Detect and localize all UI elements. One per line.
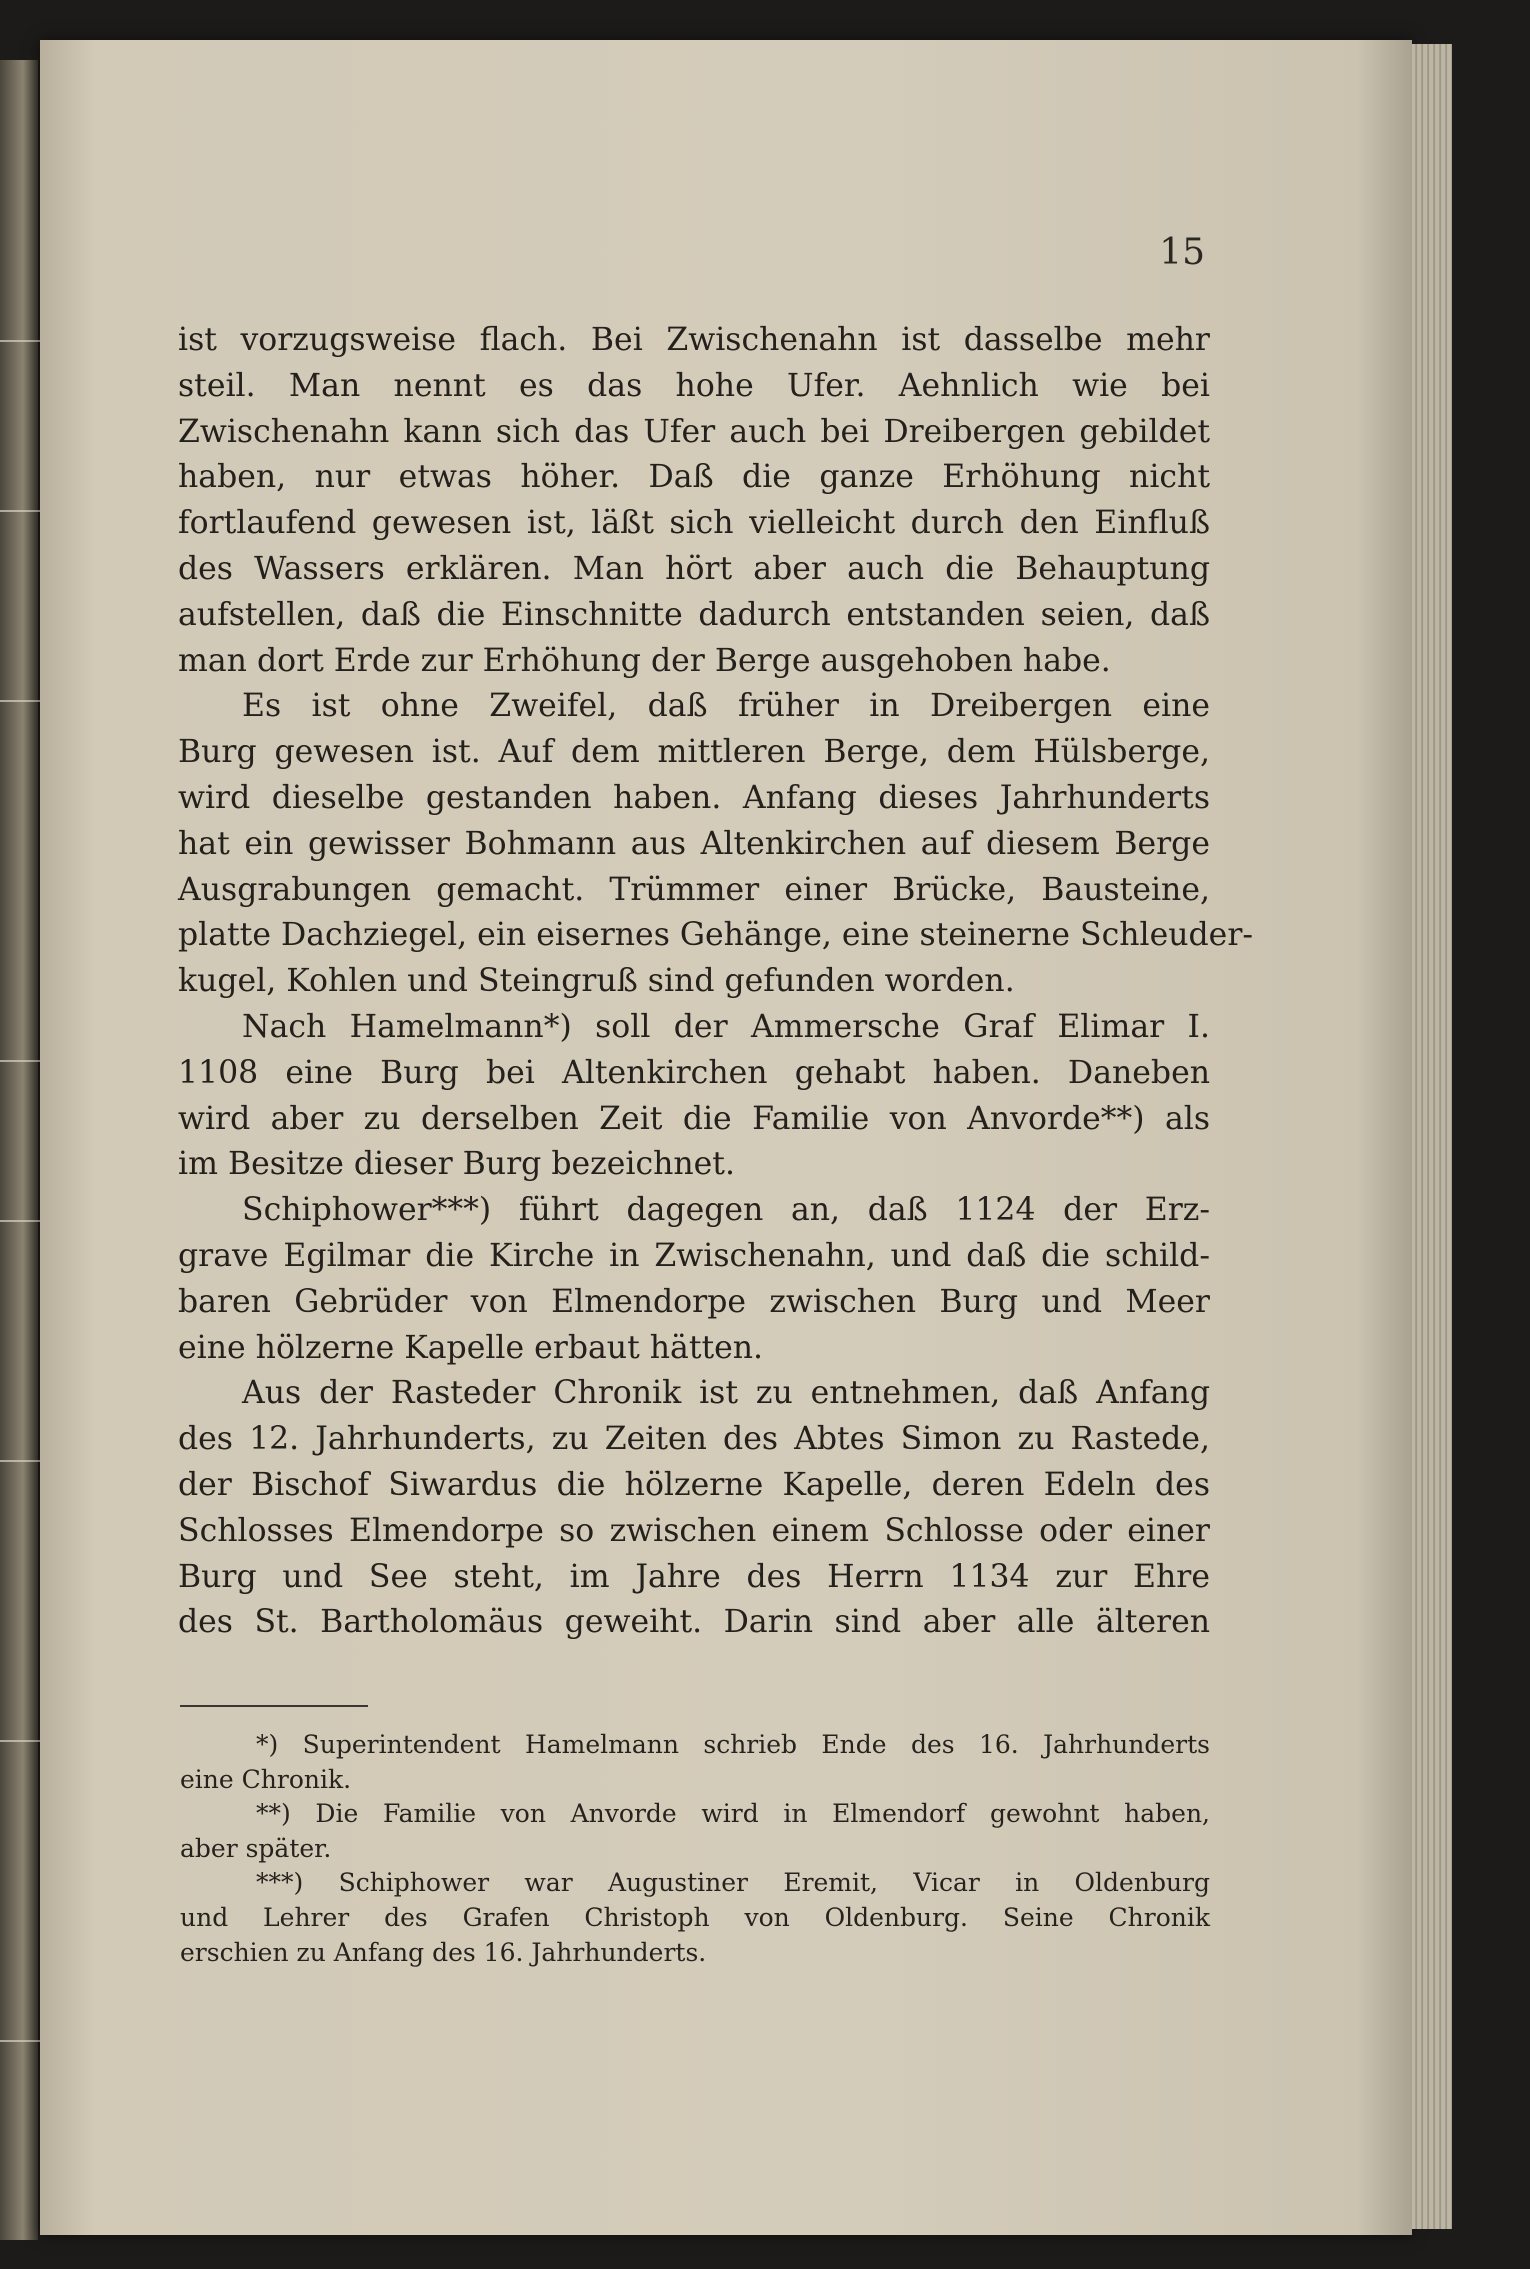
text-line: Schlosses Elmendorpe so zwischen einem Schlosse oder einer bbox=[178, 1512, 1210, 1549]
page-stack-edges bbox=[1412, 44, 1452, 2229]
footnote-separator bbox=[180, 1705, 368, 1707]
left-page-marker bbox=[0, 1740, 40, 1742]
page-number: 15 bbox=[1159, 232, 1205, 273]
text-line: grave Egilmar die Kirche in Zwischenahn, und daß die schild- bbox=[178, 1237, 1210, 1274]
body-text bbox=[178, 318, 1254, 1646]
text-line: hat ein gewisser Bohmann aus Altenkirchen auf diesem Berge bbox=[178, 825, 1210, 862]
text-line: des 12. Jahrhunderts, zu Zeiten des Abtes Simon zu Rastede, bbox=[178, 1421, 1210, 1458]
left-page-marker bbox=[0, 510, 40, 512]
text-line: baren Gebrüder von Elmendorpe zwischen Burg und Meer bbox=[178, 1283, 1210, 1320]
text-line: haben, nur etwas höher. Daß die ganze Erhöhung nicht bbox=[178, 459, 1210, 496]
left-page-marker bbox=[0, 1460, 40, 1462]
left-page-marker bbox=[0, 700, 40, 702]
text-line: Schiphower***) führt dagegen an, daß 1124 der Erz- bbox=[242, 1192, 1210, 1229]
text-line: kugel, Kohlen und Steingruß sind gefunden worden. bbox=[178, 963, 1015, 1000]
text-line: eine hölzerne Kapelle erbaut hätten. bbox=[178, 1329, 764, 1366]
footnote-line: **) Die Familie von Anvorde wird in Elmendorf gewohnt haben, bbox=[256, 1799, 1210, 1829]
footnote-line: aber später. bbox=[180, 1833, 332, 1863]
text-line: Es ist ohne Zweifel, daß früher in Dreibergen eine bbox=[242, 688, 1210, 725]
text-line: der Bischof Siwardus die hölzerne Kapelle, deren Edeln des bbox=[178, 1466, 1210, 1503]
text-line: ist vorzugsweise flach. Bei Zwischenahn ist dasselbe mehr bbox=[178, 322, 1210, 358]
text-line: platte Dachziegel, ein eisernes Gehänge, eine steinerne Schleuder- bbox=[178, 917, 1254, 954]
left-page-marker bbox=[0, 1220, 40, 1222]
footnotes bbox=[180, 1728, 1210, 1970]
text-line: Ausgrabungen gemacht. Trümmer einer Brücke, Bausteine, bbox=[178, 871, 1210, 908]
text-line: Burg und See steht, im Jahre des Herrn 1134 zur Ehre bbox=[178, 1558, 1210, 1595]
footnote-line: erschien zu Anfang des 16. Jahrhunderts. bbox=[180, 1937, 707, 1967]
text-line: Burg gewesen ist. Auf dem mittleren Berge, dem Hülsberge, bbox=[178, 734, 1210, 771]
adjacent-left-page-edge bbox=[0, 60, 38, 2240]
text-line: Aus der Rasteder Chronik ist zu entnehmen, daß Anfang bbox=[242, 1375, 1210, 1412]
left-page-marker bbox=[0, 1060, 40, 1062]
text-line: fortlaufend gewesen ist, läßt sich vielleicht durch den Einfluß bbox=[178, 505, 1210, 542]
text-line: im Besitze dieser Burg bezeichnet. bbox=[178, 1146, 735, 1183]
left-page-marker bbox=[0, 340, 40, 342]
text-line: wird aber zu derselben Zeit die Familie von Anvorde**) als bbox=[178, 1100, 1210, 1137]
text-line: Zwischenahn kann sich das Ufer auch bei Dreibergen gebildet bbox=[178, 413, 1210, 450]
text-line: des Wassers erklären. Man hört aber auch die Behauptung bbox=[178, 550, 1210, 587]
footnote-line: *) Superintendent Hamelmann schrieb Ende des 16. Jahrhunderts bbox=[256, 1730, 1210, 1759]
footnote-line: und Lehrer des Grafen Christoph von Oldenburg. Seine Chronik bbox=[180, 1902, 1210, 1932]
text-line: Nach Hamelmann*) soll der Ammersche Graf Elimar I. bbox=[242, 1008, 1210, 1045]
footnote-line: eine Chronik. bbox=[180, 1764, 352, 1794]
text-line: aufstellen, daß die Einschnitte dadurch entstanden seien, daß bbox=[178, 596, 1210, 633]
text-line: wird dieselbe gestanden haben. Anfang dieses Jahrhunderts bbox=[178, 779, 1210, 816]
text-line: des St. Bartholomäus geweiht. Darin sind aber alle älteren bbox=[178, 1604, 1210, 1641]
text-line: steil. Man nennt es das hohe Ufer. Aehnlich wie bei bbox=[178, 367, 1210, 404]
left-page-marker bbox=[0, 2040, 40, 2042]
text-line: man dort Erde zur Erhöhung der Berge ausgehoben habe. bbox=[178, 642, 1111, 679]
text-line: 1108 eine Burg bei Altenkirchen gehabt haben. Daneben bbox=[178, 1054, 1210, 1091]
footnote-line: ***) Schiphower war Augustiner Eremit, Vicar in Oldenburg bbox=[256, 1868, 1210, 1898]
